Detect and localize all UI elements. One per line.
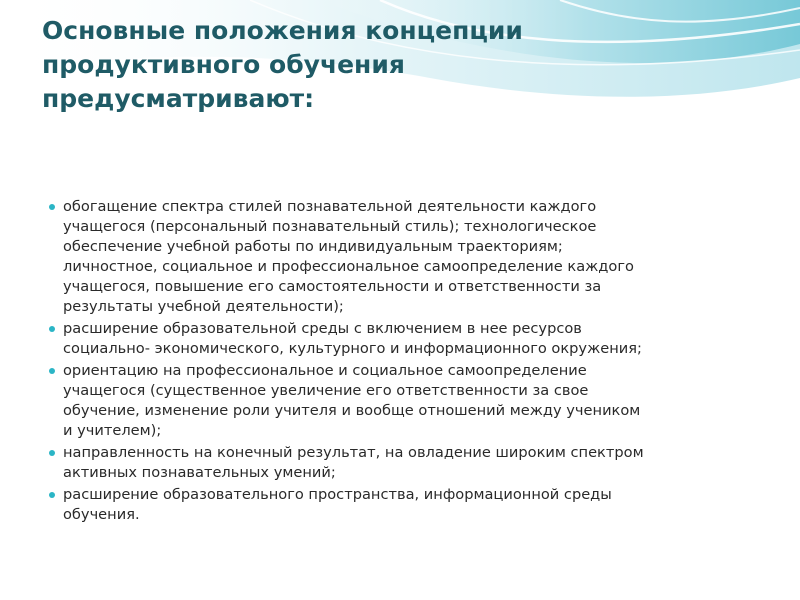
item-line: личностное, социальное и профессиональное самоопределение каждого [63,258,634,275]
item-line: учащегося, повышение его самостоятельности и ответственности за [63,278,602,295]
bullet-dot-icon [49,368,55,374]
bullet-dot-icon [49,450,55,456]
item-line: учащегося (персональный познавательный стиль); технологическое [63,218,597,235]
item-line: ориентацию на профессиональное и социальное самоопределение [63,362,587,379]
title-line: предусматривают: [42,84,315,113]
item-line: обучение, изменение роли учителя и вообще отношений между учеником [63,402,641,419]
title-line: продуктивного обучения [42,50,405,79]
item-line: расширение образовательной среды с включением в нее ресурсов [63,320,582,337]
item-line: расширение образовательного пространства, информационной среды [63,486,612,503]
item-line: и учителем); [63,422,162,439]
item-line: обучения. [63,506,140,523]
bullet-dot-icon [49,326,55,332]
bullet-item [46,443,766,483]
bullet-item [46,319,766,359]
item-line: активных познавательных умений; [63,464,336,481]
title-line: Основные положения концепции [42,16,523,45]
bullet-dot-icon [49,204,55,210]
bullet-item [46,485,766,525]
slide-title [42,14,742,116]
bullet-item [46,197,766,317]
item-line: обеспечение учебной работы по индивидуальным траекториям; [63,238,563,255]
bullet-item [46,361,766,441]
bullet-list [46,197,766,527]
item-line: социально- экономического, культурного и информационного окружения; [63,340,642,357]
item-line: обогащение спектра стилей познавательной деятельности каждого [63,198,597,215]
bullet-dot-icon [49,492,55,498]
item-line: направленность на конечный результат, на овладение широким спектром [63,444,644,461]
item-line: результаты учебной деятельности); [63,298,344,315]
item-line: учащегося (существенное увеличение его ответственности за свое [63,382,589,399]
